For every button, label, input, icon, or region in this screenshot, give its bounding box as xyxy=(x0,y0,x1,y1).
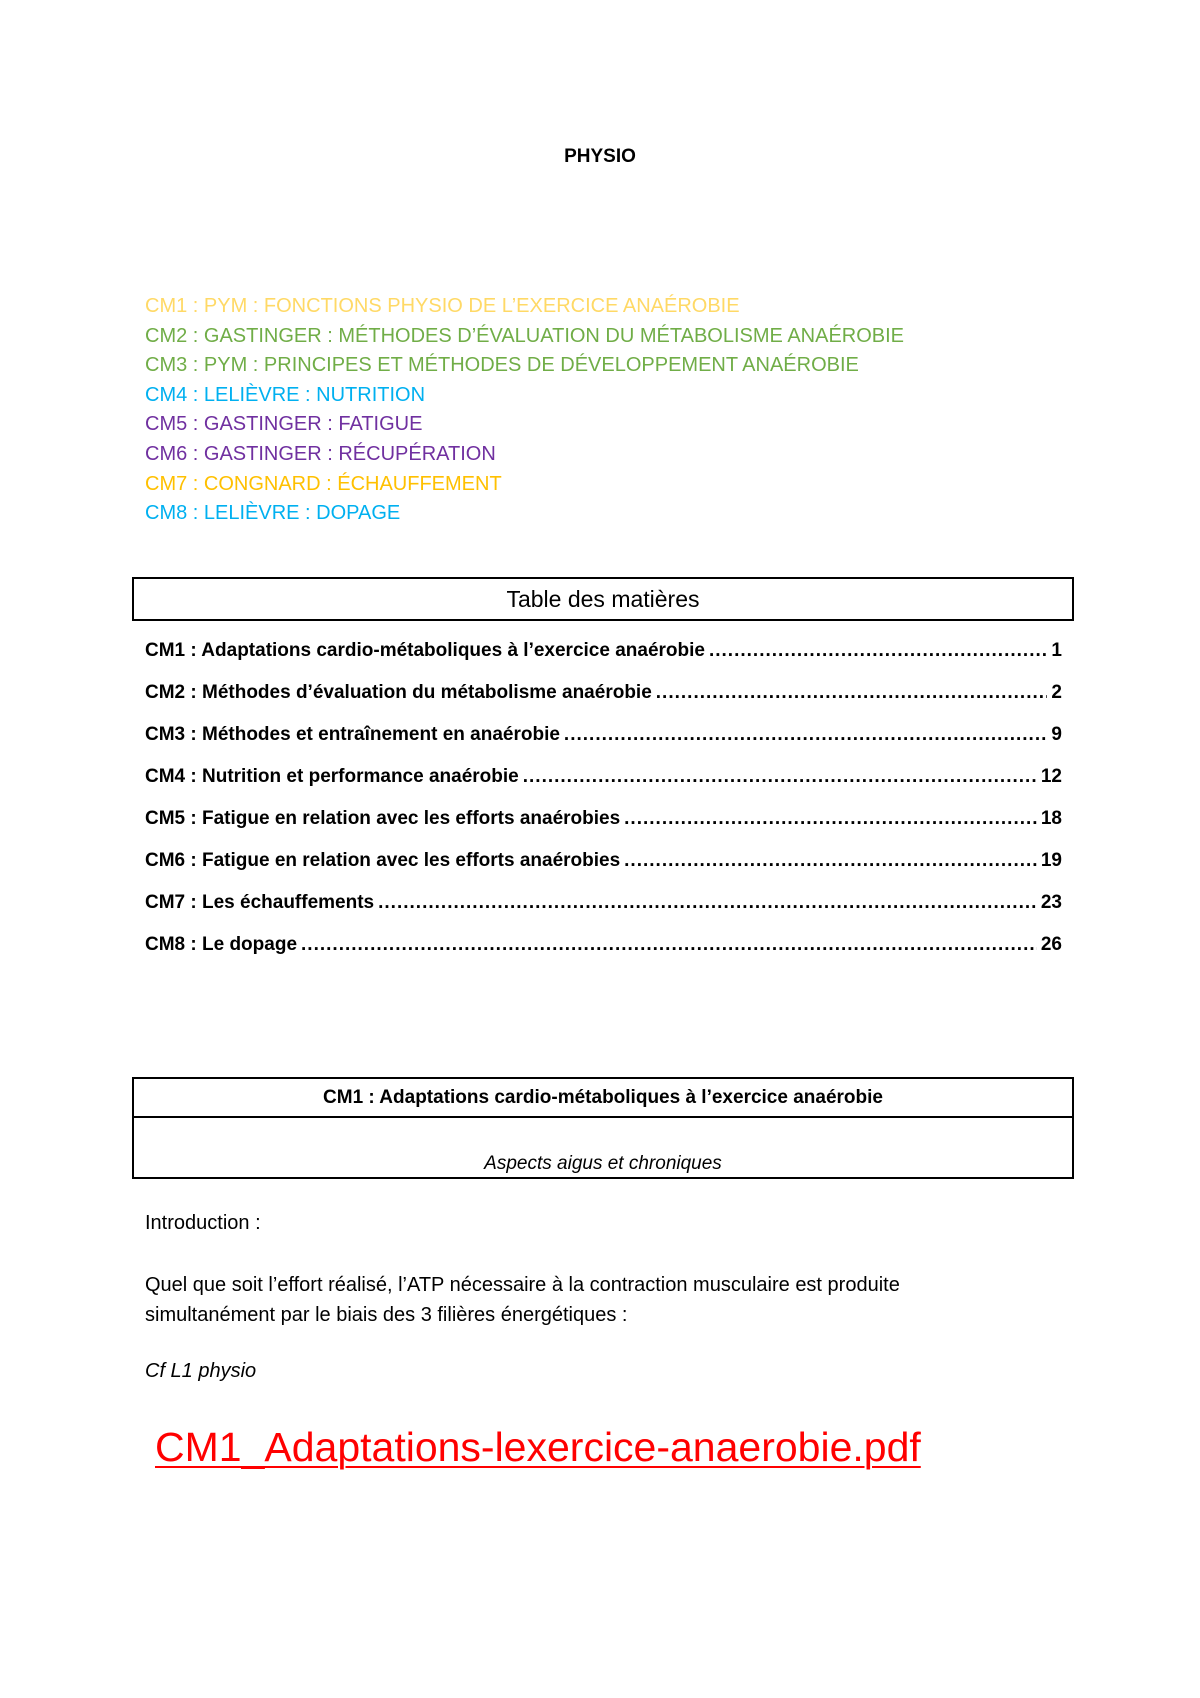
intro-label: Introduction : xyxy=(145,1212,261,1234)
toc-leader-dots xyxy=(523,766,1037,788)
intro-paragraph: Quel que soit l’effort réalisé, l’ATP nécessaire à la contraction musculaire est produite simultanément par le biais des 3 filières énergétiques : xyxy=(145,1274,900,1326)
course-item-cm3: CM3 : PYM : PRINCIPES ET MÉTHODES DE DÉVELOPPEMENT ANAÉROBIE xyxy=(145,354,859,377)
toc-entry-label: CM1 : Adaptations cardio-métaboliques à l’exercice anaérobie xyxy=(145,640,705,661)
cm1-heading: CM1 : Adaptations cardio-métaboliques à l’exercice anaérobie xyxy=(134,1079,1072,1118)
course-item-cm8: CM8 : LELIÈVRE : DOPAGE xyxy=(145,502,401,525)
reference-note: Cf L1 physio xyxy=(145,1360,257,1382)
toc-entry-label: CM3 : Méthodes et entraînement en anaérobie xyxy=(145,724,560,745)
toc-entry-label: CM5 : Fatigue en relation avec les efforts anaérobies xyxy=(145,808,621,829)
toc-leader-dots xyxy=(301,934,1037,956)
toc-entry-label: CM6 : Fatigue en relation avec les efforts anaérobies xyxy=(145,850,621,871)
toc-entry[interactable] xyxy=(145,724,1062,766)
toc-entry-page: 26 xyxy=(1040,934,1062,955)
toc-entry-page: 18 xyxy=(1040,808,1062,829)
toc-entry-page: 1 xyxy=(1051,640,1062,661)
toc-entry-label: CM7 : Les échauffements xyxy=(145,892,375,913)
toc-entry[interactable] xyxy=(145,682,1062,724)
course-list xyxy=(145,292,904,529)
toc-entry-page: 2 xyxy=(1051,682,1062,703)
toc-title-box xyxy=(132,577,1074,621)
toc-leader-dots xyxy=(378,892,1037,914)
course-item-cm1: CM1 : PYM : FONCTIONS PHYSIO DE L’EXERCICE ANAÉROBIE xyxy=(145,295,740,317)
toc-entry-page: 9 xyxy=(1051,724,1062,745)
cm1-heading-box xyxy=(132,1077,1074,1179)
course-item-cm6: CM6 : GASTINGER : RÉCUPÉRATION xyxy=(145,442,496,465)
toc-leader-dots xyxy=(624,850,1037,872)
attachment-pdf-link[interactable]: CM1_Adaptations-lexercice-anaerobie.pdf xyxy=(155,1424,921,1470)
toc-entry[interactable] xyxy=(145,766,1062,808)
toc-leader-dots xyxy=(564,724,1048,746)
toc-leader-dots xyxy=(624,808,1037,830)
toc-entry-page: 23 xyxy=(1040,892,1062,913)
course-item-cm5: CM5 : GASTINGER : FATIGUE xyxy=(145,413,423,436)
toc-entry[interactable] xyxy=(145,808,1062,850)
toc-entry-label: CM2 : Méthodes d’évaluation du métabolisme anaérobie xyxy=(145,682,652,703)
course-item-cm4: CM4 : LELIÈVRE : NUTRITION xyxy=(145,383,426,406)
toc-entry[interactable] xyxy=(145,892,1062,934)
course-item-cm7: CM7 : CONGNARD : ÉCHAUFFEMENT xyxy=(145,472,502,495)
toc-entry-page: 12 xyxy=(1040,766,1062,787)
toc-title: Table des matières xyxy=(506,585,700,612)
document-title: PHYSIO xyxy=(564,146,636,167)
cm1-subtitle: Aspects aigus et chroniques xyxy=(484,1153,722,1174)
toc-leader-dots xyxy=(656,682,1048,704)
toc-entry-label: CM4 : Nutrition et performance anaérobie xyxy=(145,766,519,787)
toc-entry-label: CM8 : Le dopage xyxy=(145,934,298,955)
toc-entry-page: 19 xyxy=(1040,850,1062,871)
toc-entry[interactable] xyxy=(145,640,1062,682)
toc-leader-dots xyxy=(709,640,1047,662)
toc-entry[interactable] xyxy=(145,850,1062,892)
table-of-contents xyxy=(145,640,1062,976)
toc-entry[interactable] xyxy=(145,934,1062,976)
course-item-cm2: CM2 : GASTINGER : MÉTHODES D’ÉVALUATION DU MÉTABOLISME ANAÉROBIE xyxy=(145,324,905,347)
